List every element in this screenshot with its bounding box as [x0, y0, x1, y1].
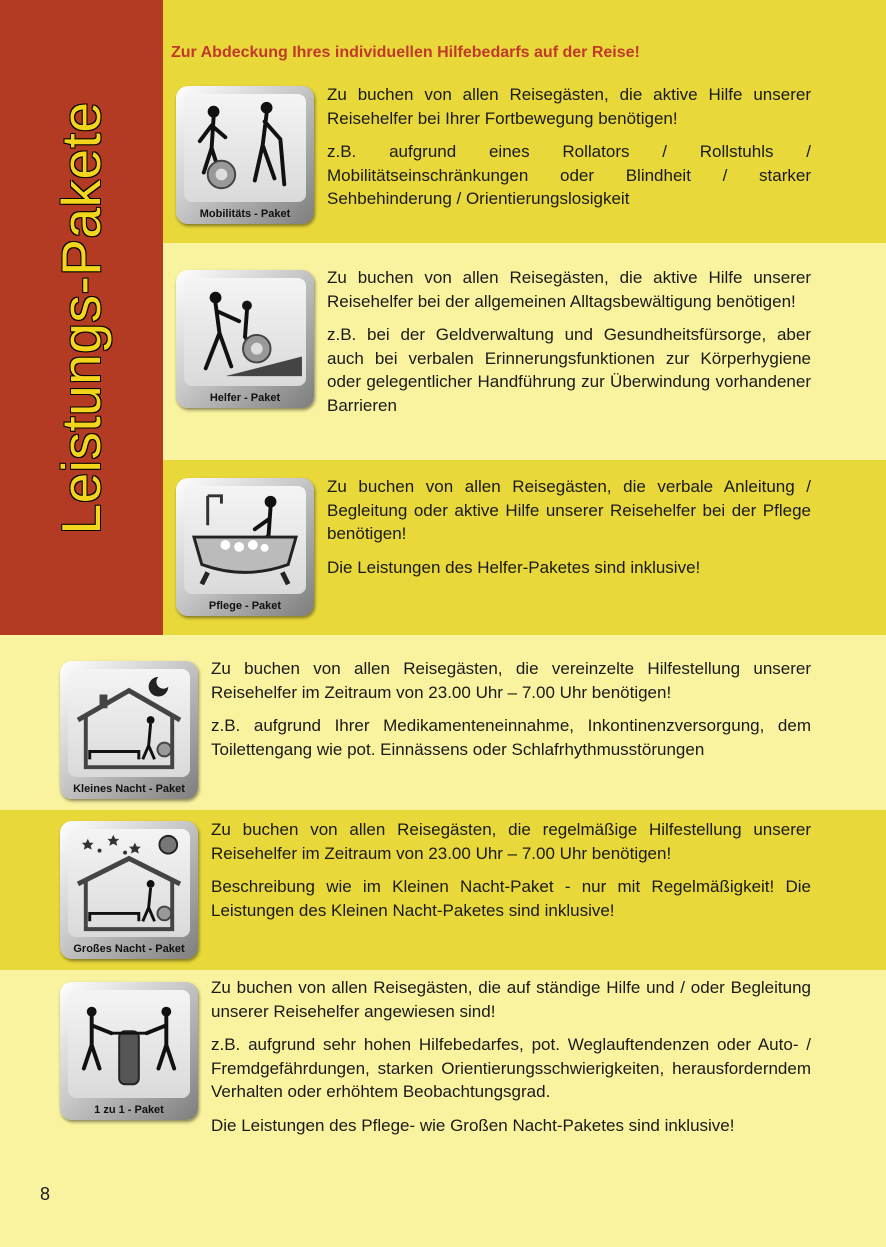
one-to-one-icon [68, 990, 190, 1098]
package-caption: Helfer - Paket [209, 392, 281, 404]
helper-icon [184, 278, 306, 386]
package-icon-mobility [176, 86, 314, 224]
package-caption: 1 zu 1 - Paket [94, 1104, 164, 1116]
package-description: Zu buchen von allen Reisegästen, die aktive Hilfe unserer Reisehelfer bei Ihrer Fortbewegung benötigen! [327, 85, 811, 128]
package-text-small-night [211, 657, 811, 771]
mobility-icon [184, 94, 306, 202]
sidebar-title: Leistungs-Pakete [50, 101, 112, 535]
package-example: z.B. aufgrund Ihrer Medikamenteneinnahme, Inkontinenzversorgung, dem Toilettengang wie pot. Einnässens oder Schlafrhythmusstörungen [211, 716, 811, 759]
page-number: 8 [40, 1184, 51, 1204]
package-text-care [327, 475, 811, 589]
package-icon-small-night [60, 661, 198, 799]
package-icon-big-night [60, 821, 198, 959]
package-text-one-to-one [211, 976, 811, 1147]
package-example: Die Leistungen des Helfer-Paketes sind inklusive! [327, 557, 701, 577]
package-example: z.B. bei der Geldverwaltung und Gesundheitsfürsorge, aber auch bei verbalen Erinnerungsfunktionen zur Körperhygiene oder gelegentlicher Handführung zur Überwindung vorhandener Barrieren [327, 325, 811, 415]
package-icon-helper [176, 270, 314, 408]
package-caption: Kleines Nacht - Paket [73, 783, 185, 795]
package-example: z.B. aufgrund eines Rollators / Rollstuhls / Mobilitätseinschränkungen oder Blindheit / starker Sehbehinderung / Orientierungslosigkeit [327, 142, 811, 208]
package-icon-one-to-one [60, 982, 198, 1120]
package-description: Zu buchen von allen Reisegästen, die aktive Hilfe unserer Reisehelfer bei der allgemeinen Alltagsbewältigung benötigen! [327, 268, 811, 311]
package-caption: Mobilitäts - Paket [199, 208, 291, 220]
package-description: Zu buchen von allen Reisegästen, die vereinzelte Hilfestellung unserer Reisehelfer im Zeitraum von 23.00 Uhr – 7.00 Uhr benötigen! [211, 659, 811, 702]
package-description: Zu buchen von allen Reisegästen, die regelmäßige Hilfestellung unserer Reisehelfer im Zeitraum von 23.00 Uhr – 7.00 Uhr benötigen! [211, 820, 811, 863]
sidebar [0, 0, 163, 635]
small-night-icon [68, 669, 190, 777]
package-caption: Großes Nacht - Paket [73, 943, 185, 955]
package-example: z.B. aufgrund sehr hohen Hilfebedarfes, pot. Weglauftendenzen oder Auto- / Fremdgefährdungen, starken Orientierungsschwierigkeiten, herausforderndem Verhalten oder erhöhtem Beobachtungsgrad. [211, 1035, 811, 1101]
package-description: Zu buchen von allen Reisegästen, die auf ständige Hilfe und / oder Begleitung unserer Reisehelfer angewiesen sind! [211, 978, 811, 1021]
headline: Zur Abdeckung Ihres individuellen Hilfebedarfs auf der Reise! [171, 44, 640, 61]
big-night-icon [68, 829, 190, 937]
package-example: Beschreibung wie im Kleinen Nacht-Paket - nur mit Regelmäßigkeit! Die Leistungen des Kleinen Nacht-Paketes sind inklusive! [211, 877, 811, 920]
package-description: Zu buchen von allen Reisegästen, die verbale Anleitung / Begleitung oder aktive Hilfe unserer Reisehelfer bei der Pflege benötigen! [327, 477, 811, 543]
package-text-big-night [211, 818, 811, 932]
package-text-helper [327, 266, 811, 427]
bathtub-icon [184, 486, 306, 594]
package-inclusion-note: Die Leistungen des Pflege- wie Großen Nacht-Paketes sind inklusive! [211, 1115, 735, 1135]
package-icon-care [176, 478, 314, 616]
package-caption: Pflege - Paket [208, 600, 282, 612]
package-text-mobility [327, 83, 811, 221]
